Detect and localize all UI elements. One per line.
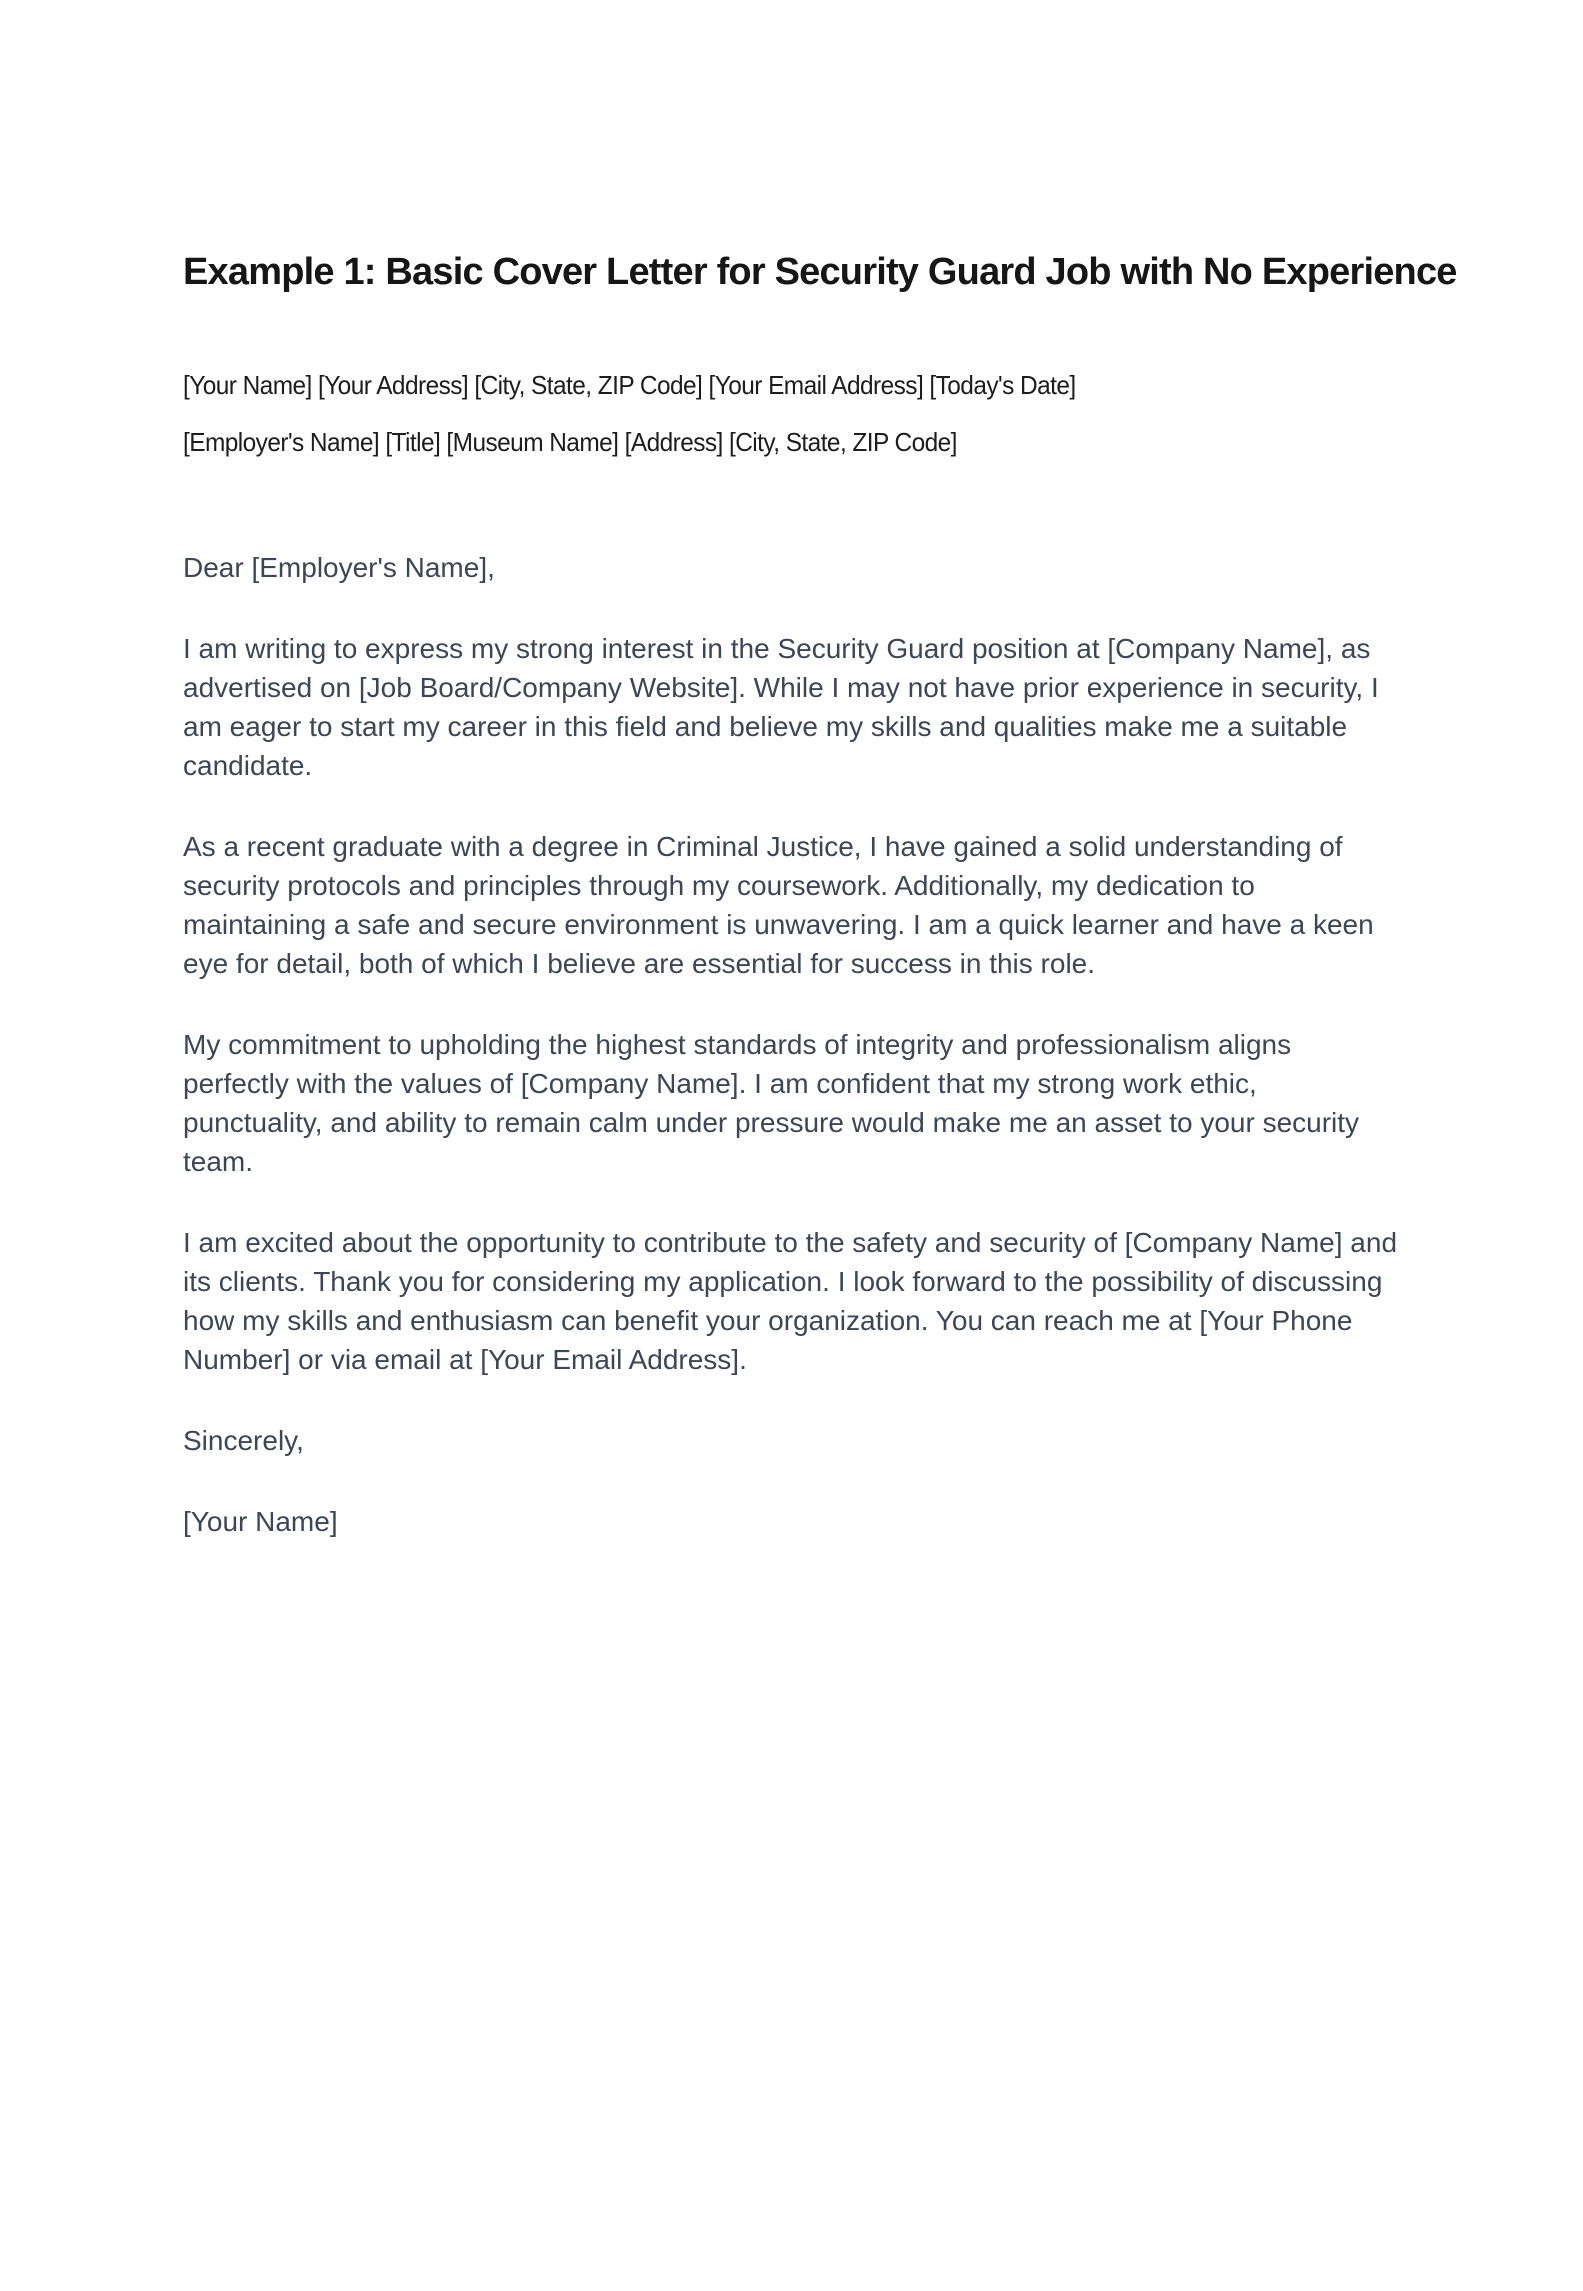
blank-line-spacer: [183, 460, 1583, 548]
sender-info-line: [Your Name] [Your Address] [City, State, ZIP Code] [Your Email Address] [Today's Date]: [183, 370, 1076, 400]
body-paragraph-1: I am writing to express my strong interest in the Security Guard position at [Company Name], as advertised on [Job Board/Company Website]. While I may not have prior experience in security, I am eager to start my career in this field and believe my skills and qualities make me a suitable candidate.: [183, 633, 1379, 781]
document-page: [0, 243, 1583, 2291]
body-paragraph-2: As a recent graduate with a degree in Criminal Justice, I have gained a solid understanding of security protocols and principles through my coursework. Additionally, my dedication to maintaining a safe and secure environment is unwavering. I am a quick learner and have a keen eye for detail, both of which I believe are essential for success in this role.: [183, 831, 1374, 979]
recipient-info-line: [Employer's Name] [Title] [Museum Name] [Address] [City, State, ZIP Code]: [183, 427, 957, 457]
document-title: Example 1: Basic Cover Letter for Security Guard Job with No Experience: [183, 251, 1457, 293]
salutation-line: Dear [Employer's Name],: [183, 552, 495, 583]
body-paragraph-4: I am excited about the opportunity to contribute to the safety and security of [Company Name] and its clients. Thank you for considering my application. I look forward to the possibility of discussing how my skills and enthusiasm can benefit your organization. You can reach me at [Your Phone Number] or via email at [Your Email Address].: [183, 1227, 1398, 1375]
closing-line: Sincerely,: [183, 1425, 304, 1456]
body-paragraph-3: My commitment to upholding the highest standards of integrity and professionalism aligns perfectly with the values of [Company Name]. I am confident that my strong work ethic, punctuality, and ability to remain calm under pressure would make me an asset to your security team.: [183, 1029, 1360, 1177]
signature-placeholder: [Your Name]: [183, 1506, 338, 1537]
